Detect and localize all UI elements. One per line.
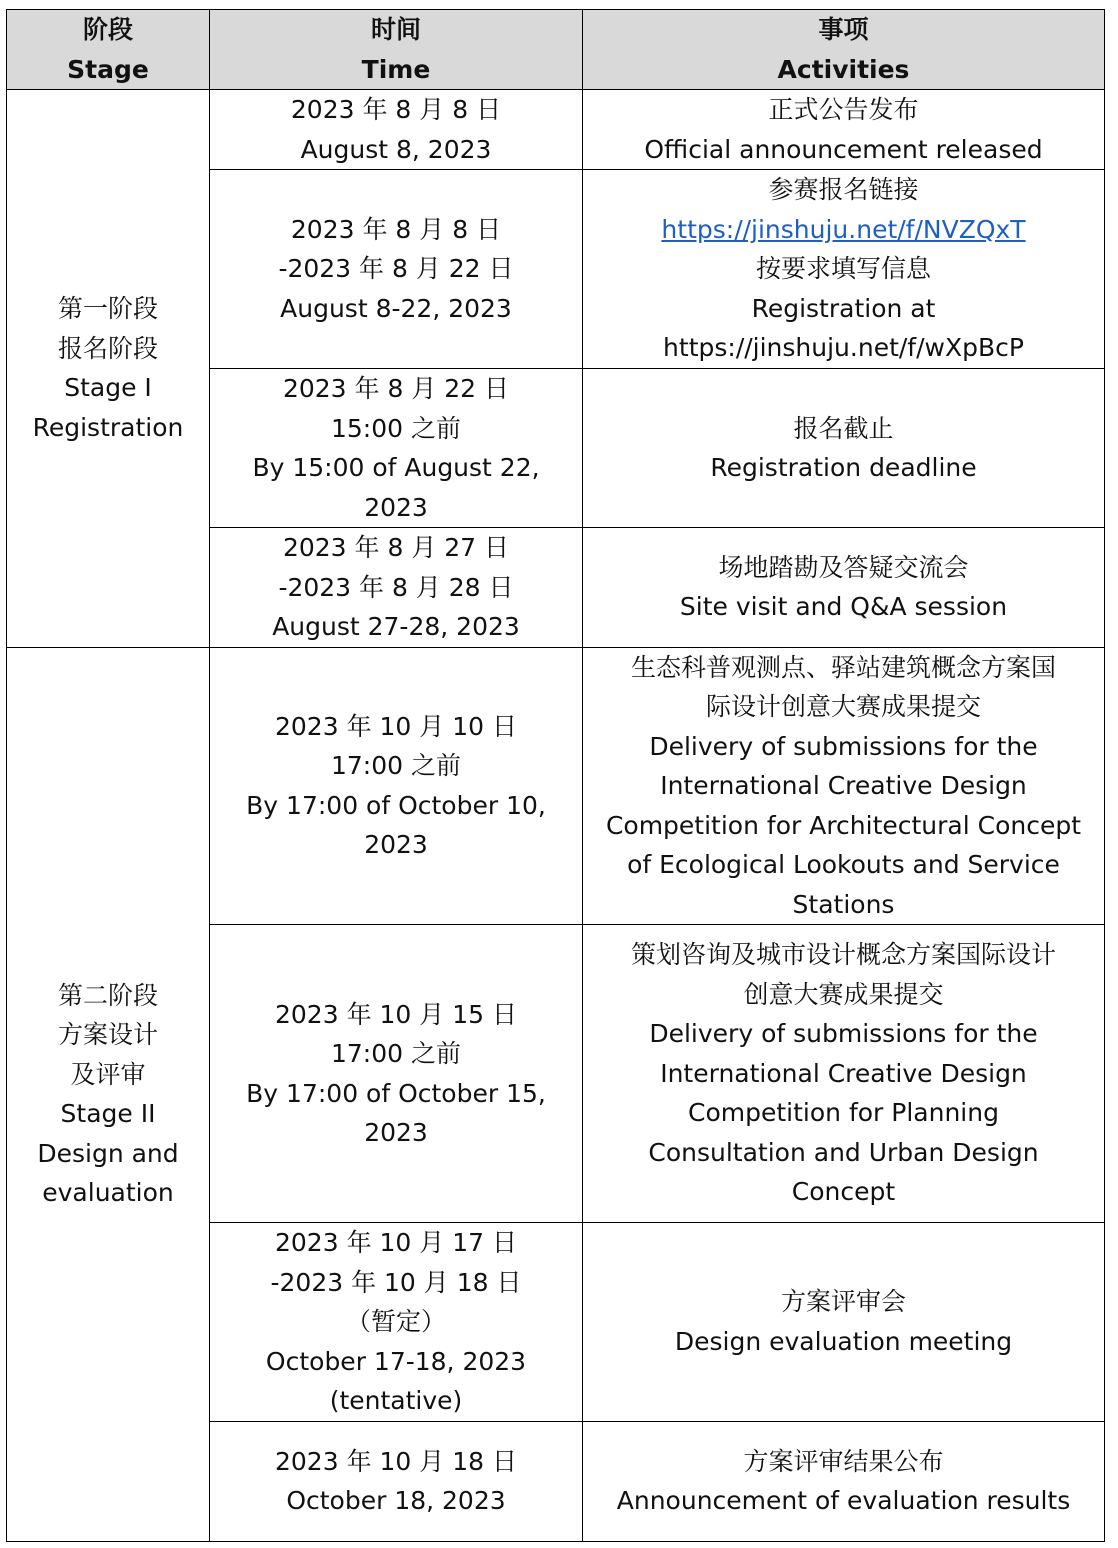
time-cell — [210, 647, 583, 925]
activity-line: 策划咨询及城市设计概念方案国际设计 — [630, 940, 1056, 970]
time-line: 2023 — [364, 830, 428, 860]
activity-line: 际设计创意大赛成果提交 — [705, 692, 981, 721]
time-cell — [210, 170, 583, 369]
time-line: -2023 年 8 月 28 日 — [278, 572, 514, 602]
activity-line: Competition for Planning — [688, 1098, 999, 1128]
stage-1-cell — [7, 90, 210, 648]
time-line: (tentative) — [329, 1386, 463, 1415]
activity-line: Announcement of evaluation results — [616, 1486, 1071, 1515]
header-stage-en: Stage — [67, 54, 149, 84]
stage-label-line: 第二阶段 — [57, 980, 158, 1010]
stage-label-line: Stage I — [64, 373, 152, 403]
time-line: 2023 年 10 月 15 日 — [275, 999, 517, 1029]
header-activities-en: Activities — [777, 54, 910, 84]
time-cell — [210, 1223, 583, 1422]
stage-label-line: 第一阶段 — [57, 294, 158, 324]
activity-line: Delivery of submissions for the — [649, 1019, 1038, 1049]
activity-cell — [583, 170, 1105, 369]
activity-line: Registration deadline — [710, 453, 977, 482]
activity-line: Consultation and Urban Design — [648, 1137, 1039, 1167]
time-line: October 18, 2023 — [286, 1486, 506, 1515]
activity-line: Competition for Architectural Concept — [605, 810, 1082, 840]
time-line: 2023 年 8 月 8 日 — [290, 214, 502, 244]
time-line: 2023 年 10 月 18 日 — [275, 1446, 517, 1476]
activity-line: International Creative Design — [660, 1058, 1027, 1088]
activity-line: https://jinshuju.net/f/wXpBcP — [663, 333, 1024, 363]
stage-label-line: Stage II — [60, 1099, 156, 1128]
time-line: 2023 年 8 月 8 日 — [290, 95, 502, 124]
stage-label-line: Registration — [32, 412, 184, 442]
activity-line: Official announcement released — [644, 134, 1043, 164]
time-cell — [210, 90, 583, 170]
activity-line: of Ecological Lookouts and Service — [627, 850, 1060, 879]
stage-2-cell — [7, 647, 210, 1541]
time-line: -2023 年 10 月 18 日 — [270, 1267, 522, 1297]
time-line: August 8, 2023 — [300, 134, 492, 164]
activity-line: 场地踏勘及答疑交流会 — [718, 552, 969, 582]
activity-line: 报名截止 — [793, 413, 894, 443]
activity-line: 方案评审结果公布 — [743, 1446, 944, 1476]
stage-label-line: 及评审 — [70, 1059, 146, 1089]
stage-label-line: Design and — [37, 1138, 179, 1168]
header-time — [210, 10, 583, 90]
stage-label-line: evaluation — [42, 1178, 174, 1207]
activity-cell — [583, 1223, 1105, 1422]
activity-cell — [583, 90, 1105, 170]
header-activities — [583, 10, 1105, 90]
activity-line: Stations — [792, 889, 895, 919]
activity-line: 方案评审会 — [780, 1287, 906, 1317]
header-stage-zh: 阶段 — [82, 15, 133, 44]
time-cell — [210, 925, 583, 1223]
activity-line: Concept — [791, 1177, 896, 1207]
activity-cell — [583, 647, 1105, 925]
header-time-zh: 时间 — [370, 15, 421, 44]
activity-line: 正式公告发布 — [768, 95, 919, 124]
time-line: August 8-22, 2023 — [280, 293, 512, 323]
time-line: （暂定） — [345, 1307, 446, 1336]
activity-line: 参赛报名链接 — [768, 175, 919, 205]
time-line: 2023 — [364, 1118, 428, 1147]
activity-cell — [583, 1421, 1105, 1541]
activity-line: Design evaluation meeting — [674, 1326, 1013, 1356]
activity-cell — [583, 528, 1105, 648]
time-cell — [210, 1421, 583, 1541]
time-line: By 17:00 of October 10, — [246, 790, 546, 820]
time-cell — [210, 369, 583, 528]
table-row — [7, 90, 1105, 170]
header-row — [7, 10, 1105, 90]
header-activities-zh: 事项 — [818, 15, 869, 44]
time-line: -2023 年 8 月 22 日 — [278, 254, 514, 284]
activity-cell — [583, 369, 1105, 528]
activity-line: 按要求填写信息 — [755, 254, 931, 284]
activity-line: International Creative Design — [660, 771, 1027, 800]
stage-label-line: 方案设计 — [57, 1020, 158, 1049]
activity-line: 创意大赛成果提交 — [743, 979, 944, 1009]
time-cell — [210, 528, 583, 648]
time-line: August 27-28, 2023 — [272, 612, 520, 641]
header-time-en: Time — [361, 54, 431, 84]
time-line: By 17:00 of October 15, — [246, 1078, 546, 1108]
time-line: 17:00 之前 — [331, 1039, 461, 1068]
registration-link[interactable]: https://jinshuju.net/f/NVZQxT — [661, 214, 1026, 244]
time-line: 2023 年 10 月 17 日 — [275, 1228, 517, 1257]
activity-line: Registration at — [751, 293, 936, 323]
table-row — [7, 647, 1105, 925]
time-line: 15:00 之前 — [331, 413, 461, 443]
time-line: By 15:00 of August 22, — [252, 453, 540, 482]
stage-label-line: 报名阶段 — [57, 333, 158, 363]
activity-line: Site visit and Q&A session — [679, 592, 1008, 622]
time-line: 2023 — [364, 492, 428, 522]
header-stage — [7, 10, 210, 90]
activity-line: 生态科普观测点、驿站建筑概念方案国 — [630, 652, 1056, 682]
schedule-table — [6, 9, 1105, 1542]
time-line: October 17-18, 2023 — [265, 1346, 527, 1376]
time-line: 2023 年 8 月 27 日 — [282, 533, 510, 562]
activity-line: Delivery of submissions for the — [649, 731, 1038, 761]
activity-cell — [583, 925, 1105, 1223]
time-line: 17:00 之前 — [331, 751, 461, 781]
time-line: 2023 年 8 月 22 日 — [282, 374, 510, 403]
time-line: 2023 年 10 月 10 日 — [275, 711, 517, 741]
